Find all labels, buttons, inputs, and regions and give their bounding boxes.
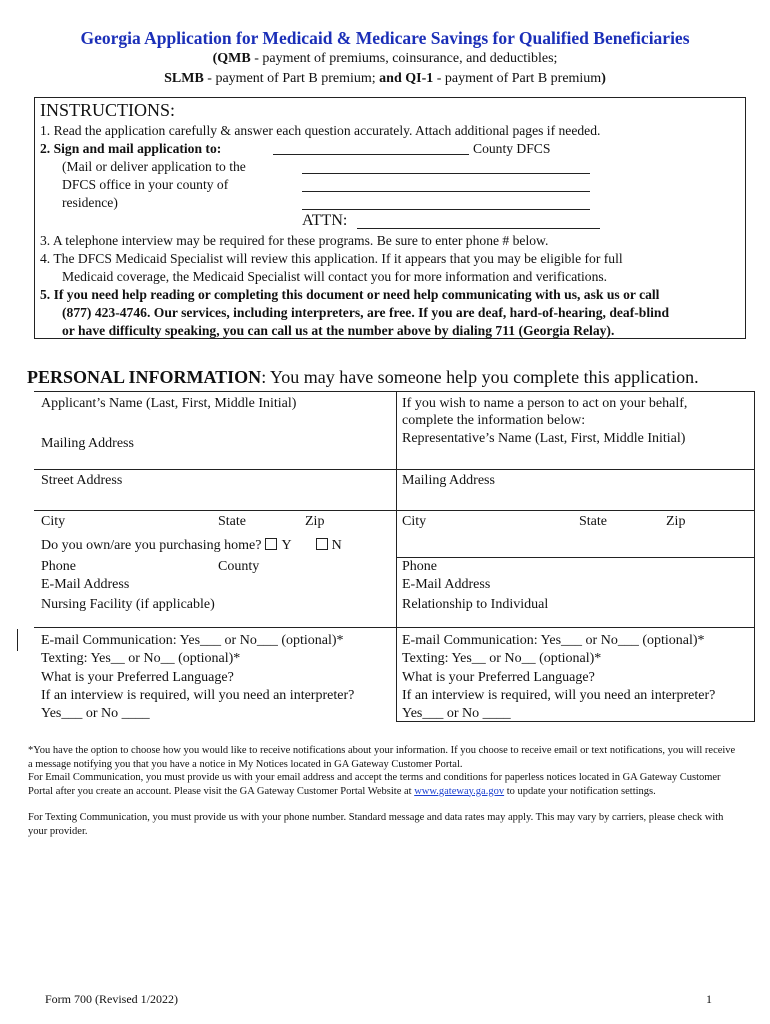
- applicant-interpreter-answer[interactable]: Yes___ or No ____: [41, 706, 150, 721]
- attn-label: ATTN:: [302, 212, 348, 229]
- applicant-street-address-field[interactable]: Street Address: [41, 473, 123, 488]
- representative-zip-field[interactable]: Zip: [666, 514, 686, 529]
- county-dfcs-label: County DFCS: [473, 141, 551, 156]
- instruction-item-4b: Medicaid coverage, the Medicaid Specialist will contact you for more information and verifications.: [62, 269, 608, 284]
- form-number: Form 700 (Revised 1/2022): [45, 992, 178, 1006]
- page-number: 1: [706, 992, 712, 1006]
- instruction-item-4a: 4. The DFCS Medicaid Specialist will review this application. If it appears that you may be eligible for full: [40, 251, 623, 266]
- applicant-state-field[interactable]: State: [218, 514, 246, 529]
- form-subtitle-qmb: (QMB - payment of premiums, coinsurance, and deductibles;: [212, 51, 558, 66]
- applicant-mailing-address-field[interactable]: Mailing Address: [41, 436, 134, 451]
- instruction-item-2: 2. Sign and mail application to:: [40, 141, 222, 156]
- address-line-2[interactable]: [302, 191, 590, 192]
- instruction-item-1: 1. Read the application carefully & answer each question accurately. Attach additional pages if needed.: [40, 123, 601, 138]
- notification-note-1: *You have the option to choose how you would like to receive notifications about your information. If you choose to receive email or text notifications, you will receive a message notifying you that you have a notice in My Notices located in GA Gateway Customer Portal.: [28, 745, 736, 770]
- representative-mailing-address-field[interactable]: Mailing Address: [402, 473, 495, 488]
- applicant-texting[interactable]: Texting: Yes__ or No__ (optional)*: [41, 651, 241, 666]
- own-home-question: Do you own/are you purchasing home? Y N: [41, 538, 342, 553]
- gateway-link[interactable]: www.gateway.ga.gov: [414, 785, 505, 797]
- instruction-item-3: 3. A telephone interview may be required for these programs. Be sure to enter phone # below.: [40, 233, 549, 248]
- address-line-3[interactable]: [302, 209, 590, 210]
- representative-email-communication[interactable]: E-mail Communication: Yes___ or No___ (optional)*: [402, 633, 705, 648]
- instruction-item-5b: (877) 423-4746. Our services, including interpreters, are free. If you are deaf, hard-of-hearing, deaf-blind: [62, 305, 669, 320]
- nursing-facility-field[interactable]: Nursing Facility (if applicable): [41, 597, 215, 612]
- notification-note-2: For Email Communication, you must provide us with your email address and accept the terms and conditions for paperless notices located in GA Gateway Customer Portal after you create an account. Please visit the GA Gateway Customer Portal Website at www.gateway.ga.gov to update your notification settings.: [28, 772, 721, 797]
- instruction-item-5a: 5. If you need help reading or completing this document or need help communicating with us, ask us or call: [40, 287, 660, 302]
- notification-note-3: For Texting Communication, you must provide us with your phone number. Standard message and data rates may apply. This may vary by carriers, please check with your provider.: [28, 812, 724, 837]
- table-top-border: [34, 391, 755, 392]
- representative-phone-field[interactable]: Phone: [402, 559, 437, 574]
- text-cursor: [17, 629, 18, 651]
- instruction-item-2-detail-1: (Mail or deliver application to the: [62, 159, 246, 174]
- table-right-border: [754, 391, 755, 722]
- representative-city-field[interactable]: City: [402, 514, 427, 529]
- instruction-item-5c: or have difficulty speaking, you can call us at the number above by dialing 711 (Georgia Relay).: [62, 323, 615, 338]
- applicant-phone-field[interactable]: Phone: [41, 559, 76, 574]
- instructions-heading: INSTRUCTIONS:: [40, 100, 176, 120]
- representative-texting[interactable]: Texting: Yes__ or No__ (optional)*: [402, 651, 602, 666]
- applicant-preferred-language[interactable]: What is your Preferred Language?: [41, 670, 234, 685]
- representative-email-field[interactable]: E-Mail Address: [402, 577, 491, 592]
- applicant-zip-field[interactable]: Zip: [305, 514, 325, 529]
- row-divider-3-right: [396, 557, 755, 558]
- instruction-item-2-detail-2: DFCS office in your county of: [62, 177, 229, 192]
- address-line-1[interactable]: [302, 173, 590, 174]
- own-home-no-checkbox[interactable]: [316, 538, 328, 550]
- applicant-email-field[interactable]: E-Mail Address: [41, 577, 130, 592]
- personal-info-heading: PERSONAL INFORMATION: You may have someone help you complete this application.: [27, 367, 699, 387]
- own-home-yes-checkbox[interactable]: [265, 538, 277, 550]
- applicant-city-field[interactable]: City: [41, 514, 66, 529]
- representative-interpreter-answer[interactable]: Yes___ or No ____: [402, 706, 511, 721]
- relationship-field[interactable]: Relationship to Individual: [402, 597, 549, 612]
- applicant-email-communication[interactable]: E-mail Communication: Yes___ or No___ (optional)*: [41, 633, 344, 648]
- attn-line[interactable]: [357, 228, 600, 229]
- row-divider-2: [34, 510, 755, 511]
- representative-state-field[interactable]: State: [579, 514, 607, 529]
- representative-name-field[interactable]: Representative’s Name (Last, First, Middle Initial): [402, 431, 686, 446]
- row-divider-4: [34, 627, 755, 628]
- representative-intro-2: complete the information below:: [402, 413, 586, 428]
- instruction-item-2-detail-3: residence): [62, 195, 118, 210]
- row-divider-1: [34, 469, 755, 470]
- applicant-name-field[interactable]: Applicant’s Name (Last, First, Middle Initial): [41, 396, 297, 411]
- form-subtitle-slmb: SLMB - payment of Part B premium; and QI-1 - payment of Part B premium): [164, 71, 606, 86]
- applicant-interpreter-question: If an interview is required, will you need an interpreter?: [41, 688, 355, 703]
- county-name-line[interactable]: [273, 154, 469, 155]
- representative-interpreter-question: If an interview is required, will you need an interpreter?: [402, 688, 716, 703]
- representative-intro-1: If you wish to name a person to act on your behalf,: [402, 396, 688, 411]
- applicant-county-field[interactable]: County: [218, 559, 260, 574]
- form-title: Georgia Application for Medicaid & Medicare Savings for Qualified Beneficiaries: [80, 28, 690, 48]
- representative-preferred-language[interactable]: What is your Preferred Language?: [402, 670, 595, 685]
